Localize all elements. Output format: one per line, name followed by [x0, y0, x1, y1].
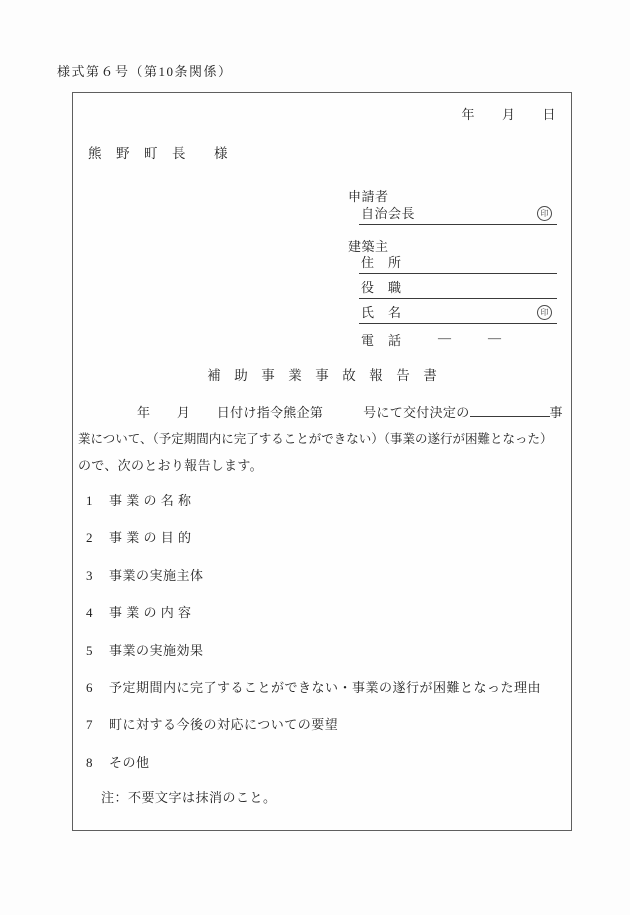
item-label: 事 業 の 内 容	[109, 605, 192, 620]
body-line-1	[137, 402, 563, 421]
item-label: その他	[109, 755, 150, 770]
body-line1-prefix: 年 月 日付け指令熊企第 号にて交付決定の	[137, 405, 470, 420]
builder-label: 建築主	[348, 239, 389, 254]
phone-dash: ―	[488, 330, 502, 345]
item-number: 6	[86, 680, 93, 695]
item-label: 事業の実施効果	[109, 643, 204, 658]
builder-phone-field[interactable]	[359, 330, 557, 350]
item-number: 4	[86, 605, 93, 620]
seal-mark-icon: 印	[537, 305, 552, 320]
builder-position-field[interactable]	[359, 277, 557, 299]
item-label: 予定期間内に完了することができない・事業の遂行が困難となった理由	[109, 680, 542, 695]
item-number: 2	[86, 530, 93, 545]
body-line-3: ので、次のとおり報告します。	[78, 458, 263, 473]
item-label: 事業の実施主体	[109, 568, 204, 583]
builder-name-label: 氏 名	[361, 305, 402, 320]
project-name-blank[interactable]	[470, 402, 550, 417]
list-item	[86, 565, 204, 584]
builder-phone-label: 電 話	[361, 333, 402, 348]
item-number: 7	[86, 717, 93, 732]
document-frame	[72, 92, 572, 831]
item-label: 町に対する今後の対応についての要望	[109, 717, 339, 732]
phone-dash: ―	[438, 330, 452, 345]
list-item	[86, 602, 192, 621]
builder-name-field[interactable]	[359, 302, 557, 324]
applicant-role-field[interactable]	[359, 203, 557, 225]
list-item	[86, 714, 338, 733]
item-number: 8	[86, 755, 93, 770]
addressee: 熊 野 町 長 様	[88, 146, 228, 161]
builder-address-label: 住 所	[361, 255, 402, 270]
builder-address-field[interactable]	[359, 252, 557, 274]
body-line-2: 業について、（予定期間内に完了することができない）（事業の遂行が困難となった）	[78, 432, 553, 446]
applicant-role-value: 自治会長	[361, 206, 416, 221]
list-item	[86, 527, 192, 546]
builder-position-label: 役 職	[361, 280, 402, 295]
list-item	[86, 640, 204, 659]
item-number: 1	[86, 493, 93, 508]
body-line1-suffix: 事	[549, 405, 563, 420]
form-number: 様式第６号（第10条関係）	[57, 64, 233, 79]
footnote: 注：不要文字は抹消のこと。	[101, 790, 277, 805]
seal-mark-icon: 印	[537, 206, 552, 221]
item-number: 5	[86, 643, 93, 658]
date-field: 年 月 日	[461, 107, 556, 122]
item-label: 事 業 の 目 的	[109, 530, 192, 545]
list-item	[86, 677, 541, 696]
list-item	[86, 752, 150, 771]
item-label: 事 業 の 名 称	[109, 493, 192, 508]
item-number: 3	[86, 568, 93, 583]
applicant-label: 申請者	[348, 189, 389, 204]
list-item	[86, 490, 192, 509]
document-title: 補 助 事 業 事 故 報 告 書	[207, 368, 437, 383]
